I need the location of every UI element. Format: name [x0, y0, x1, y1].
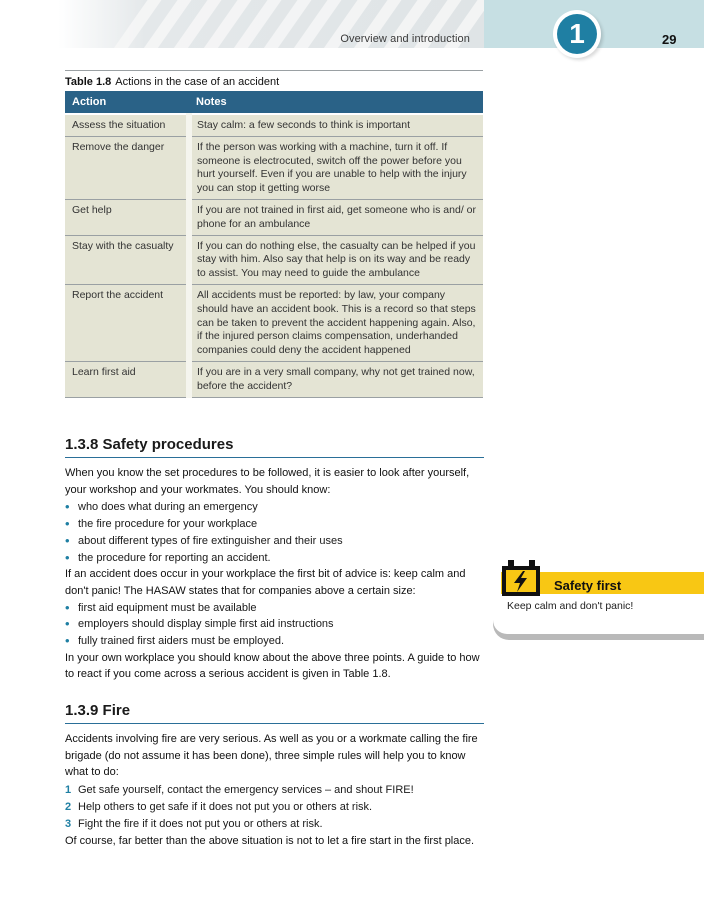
table-cell-action: Get help	[65, 199, 189, 235]
paragraph: In your own workplace you should know about the above three points. A guide to how to react if you come across a serious accident is given in Table 1.8.	[65, 651, 480, 681]
column-header-action: Action	[65, 91, 189, 114]
safety-title: Safety first	[554, 578, 622, 593]
bullet-list	[65, 600, 484, 650]
battery-lightning-icon	[499, 558, 543, 598]
column-header-notes: Notes	[189, 91, 483, 114]
page-number: 29	[662, 32, 677, 47]
section-fire	[65, 702, 484, 850]
list-text: Get safe yourself, contact the emergency services – and shout FIRE!	[78, 784, 414, 797]
table-cell-notes: If you are in a very small company, why not get trained now, before the accident?	[189, 361, 483, 397]
table-caption	[65, 70, 483, 91]
paragraph: If an accident does occur in your workplace the first bit of advice is: keep calm and don't panic! The HASAW states that for companies above a certain size:	[65, 568, 466, 597]
safety-text: Keep calm and don't panic!	[507, 600, 634, 612]
table-caption-text: Actions in the case of an accident	[115, 76, 280, 88]
table-cell-notes: Stay calm: a few seconds to think is important	[189, 114, 483, 136]
section-safety-procedures	[65, 436, 484, 683]
table-row	[65, 235, 483, 284]
list-number: 3	[65, 817, 72, 830]
table	[65, 91, 483, 398]
list-text: Fight the fire if it does not put you or others at risk.	[78, 817, 323, 830]
list-item	[65, 799, 484, 816]
list-item: • the fire procedure for your workplace	[65, 516, 484, 533]
list-item: • fully trained first aiders must be employed.	[65, 633, 484, 650]
table-cell-action: Report the accident	[65, 284, 189, 361]
accident-actions-table	[65, 70, 483, 398]
list-item: • about different types of fire extinguisher and their uses	[65, 533, 484, 550]
list-number: 1	[65, 784, 72, 797]
table-row	[65, 284, 483, 361]
table-cell-action: Learn first aid	[65, 361, 189, 397]
table-cell-notes: If you can do nothing else, the casualty can be helped if you stay with him. Also say that help is on its way and be ready to assist. You may need to guide the ambulance	[189, 235, 483, 284]
chapter-number: 1	[557, 14, 597, 54]
section-heading: 1.3.8 Safety procedures	[65, 436, 484, 458]
list-item: • who does what during an emergency	[65, 499, 484, 516]
list-item	[65, 816, 484, 833]
bullet-list	[65, 499, 484, 566]
paragraph: Accidents involving fire are very serious. As well as you or a workmate calling the fire brigade (do not assume it has been done), three simple rules will help you to know what to do:	[65, 733, 478, 779]
running-head: Overview and introduction	[340, 33, 470, 45]
safety-first-box	[493, 558, 704, 640]
table-cell-notes: If you are not trained in first aid, get someone who is and/ or phone for an ambulance	[189, 199, 483, 235]
page-header	[0, 0, 704, 56]
list-number: 2	[65, 800, 72, 813]
table-row	[65, 361, 483, 397]
table-cell-action: Assess the situation	[65, 114, 189, 136]
paragraph: When you know the set procedures to be followed, it is easier to look after yourself, your workshop and your workmates. You should know:	[65, 467, 470, 496]
table-cell-action: Stay with the casualty	[65, 235, 189, 284]
table-row	[65, 136, 483, 199]
section-heading: 1.3.9 Fire	[65, 702, 484, 724]
table-cell-notes: All accidents must be reported: by law, your company should have an accident book. This is a record so that steps can be taken to prevent the accident happening again. Also, if the injured person claims compensation, underhanded companies could deny the accident happened	[189, 284, 483, 361]
table-cell-action: Remove the danger	[65, 136, 189, 199]
list-item: • first aid equipment must be available	[65, 600, 484, 617]
list-text: Help others to get safe if it does not put you or others at risk.	[78, 800, 373, 813]
table-header-row	[65, 91, 483, 114]
table-label: Table 1.8	[65, 76, 112, 88]
table-cell-notes: If the person was working with a machine, turn it off. If someone is electrocuted, switch off the power before you hurt yourself. Even if you are unable to help with the injury you can stop it getting worse	[189, 136, 483, 199]
paragraph: Of course, far better than the above situation is not to let a fire start in the first place.	[65, 835, 475, 848]
list-item: • employers should display simple first aid instructions	[65, 616, 484, 633]
table-row	[65, 199, 483, 235]
list-item: • the procedure for reporting an accident.	[65, 550, 484, 567]
list-item	[65, 782, 484, 799]
chapter-badge	[553, 10, 601, 58]
numbered-list	[65, 782, 484, 832]
table-row	[65, 114, 483, 136]
